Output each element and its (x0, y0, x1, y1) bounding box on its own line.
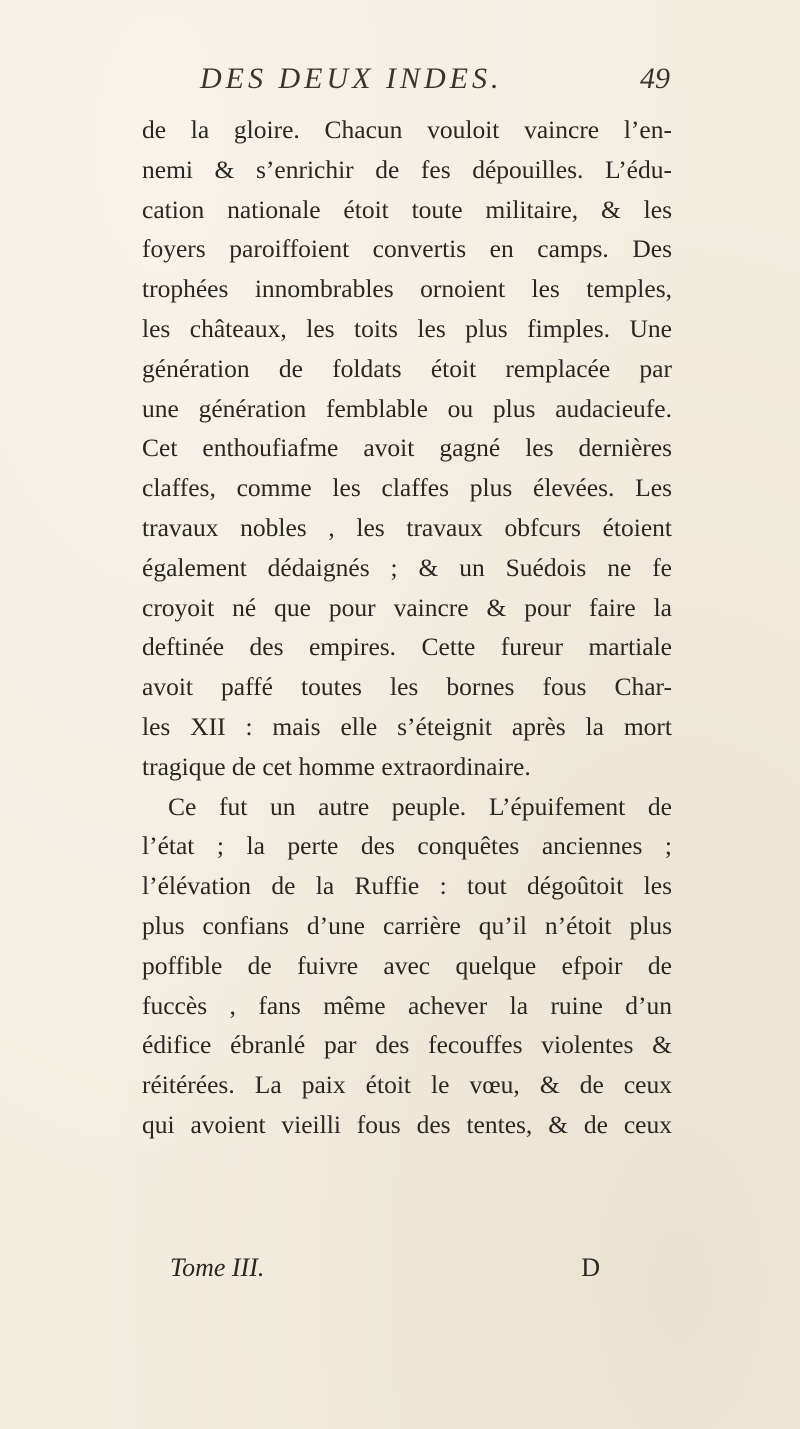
body-text (142, 110, 672, 1145)
paragraph-start-line: Ce fut un autre peuple. L’épuifement de (168, 791, 672, 821)
text-line: deftinée des empires. Cette fureur martiale (142, 632, 672, 662)
text-line: édifice ébranlé par des fecouffes violentes & (142, 1030, 672, 1060)
running-head (200, 62, 670, 106)
text-line: l’élévation de la Ruffie : tout dégoûtoit les (142, 871, 672, 901)
text-line: croyoit né que pour vaincre & pour faire la (142, 592, 672, 622)
text-line: génération de foldats étoit remplacée par (142, 353, 672, 383)
text-line: claffes, comme les claffes plus élevées. Les (142, 473, 672, 503)
text-line: tragique de cet homme extraordinaire. (142, 751, 531, 781)
text-line: l’état ; la perte des conquêtes anciennes ; (142, 831, 672, 861)
text-line: poffible de fuivre avec quelque efpoir de (142, 950, 672, 980)
text-line: les châteaux, les toits les plus fimples. Une (142, 313, 672, 343)
text-line: Cet enthoufiafme avoit gagné les dernières (142, 433, 672, 463)
text-line: foyers paroiffoient convertis en camps. Des (142, 234, 672, 264)
text-line: une génération femblable ou plus audacieufe. (142, 393, 672, 423)
text-line: cation nationale étoit toute militaire, & les (142, 194, 672, 224)
text-line: travaux nobles , les travaux obfcurs étoient (142, 512, 672, 542)
running-head-title: DES DEUX INDES. (200, 62, 503, 95)
text-line: réitérées. La paix étoit le vœu, & de ceux (142, 1070, 672, 1100)
volume-label: Tome III. (170, 1253, 265, 1282)
text-line: fuccès , fans même achever la ruine d’un (142, 990, 672, 1020)
page-number: 49 (640, 62, 670, 95)
text-line: également dédaignés ; & un Suédois ne fe (142, 552, 672, 582)
text-line: de la gloire. Chacun vouloit vaincre l’en- (142, 115, 672, 144)
text-line: avoit paffé toutes les bornes fous Char- (142, 672, 672, 702)
text-line: les XII : mais elle s’éteignit après la mort (142, 711, 672, 741)
text-line: trophées innombrables ornoient les temples, (142, 274, 672, 304)
page-footer (170, 1253, 600, 1289)
text-line: qui avoient vieilli fous des tentes, & de ceux (142, 1109, 672, 1139)
text-line: nemi & s’enrichir de fes dépouilles. L’édu- (142, 154, 672, 184)
text-line: plus confians d’une carrière qu’il n’étoit plus (142, 910, 672, 940)
signature-mark: D (581, 1253, 600, 1282)
